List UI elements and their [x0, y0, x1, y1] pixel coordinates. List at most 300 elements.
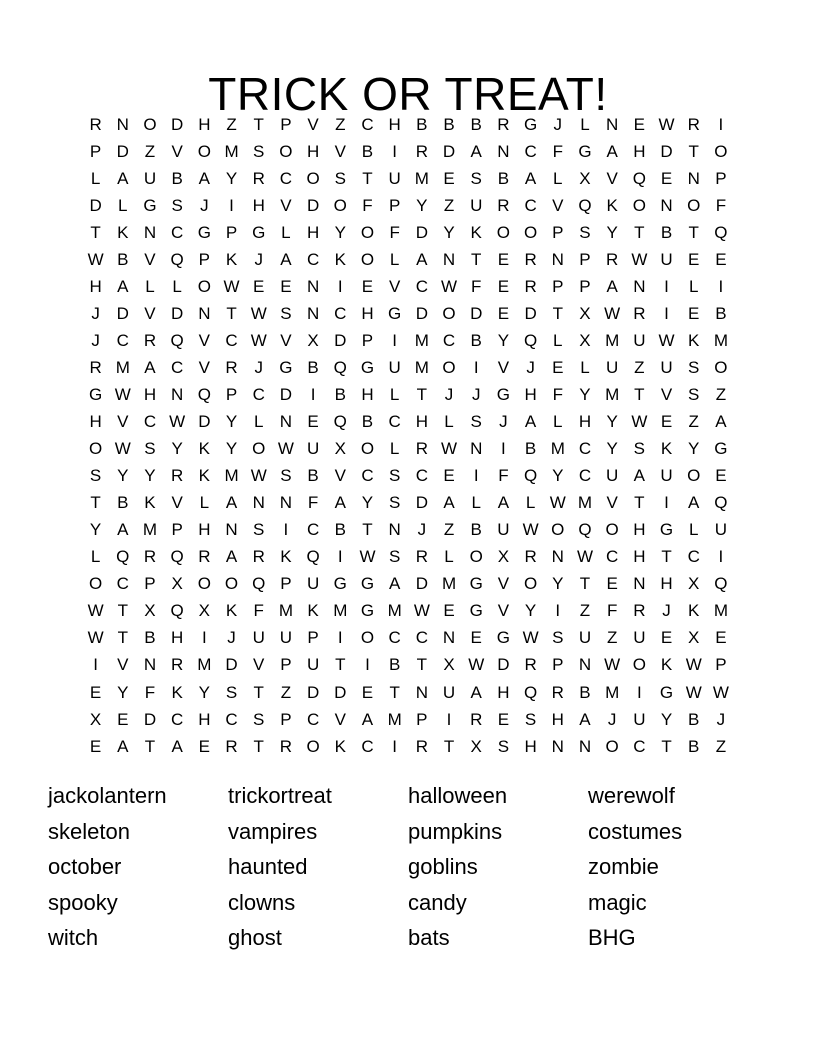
grid-cell: K	[307, 601, 319, 621]
grid-cell: Y	[606, 412, 618, 432]
grid-cell: V	[497, 601, 510, 621]
grid-cell: D	[198, 412, 211, 432]
grid-cell: X	[307, 330, 319, 350]
grid-cell: Q	[252, 574, 266, 594]
grid-cell: Y	[334, 222, 346, 242]
grid-cell: R	[606, 249, 619, 269]
grid-cell: S	[388, 493, 401, 513]
grid-cell: N	[660, 195, 673, 215]
grid-cell: D	[171, 303, 184, 323]
grid-cell: D	[279, 384, 293, 404]
grid-cell: V	[606, 168, 618, 188]
grid-cell: V	[144, 303, 156, 323]
grid-cell: B	[688, 709, 700, 729]
grid-cell: P	[552, 655, 564, 675]
grid-cell: W	[604, 303, 621, 323]
grid-cell: Q	[632, 168, 646, 188]
grid-cell: O	[360, 628, 375, 648]
grid-cell: L	[688, 276, 699, 296]
grid-cell: P	[552, 222, 564, 242]
grid-cell: K	[660, 439, 673, 459]
grid-cell: Z	[634, 357, 645, 377]
grid-cell: B	[361, 141, 374, 161]
grid-cell: I	[473, 466, 479, 486]
grid-cell: P	[171, 520, 183, 540]
word-list-item: trickortreat	[228, 783, 332, 808]
grid-row	[82, 517, 735, 544]
grid-row	[82, 219, 735, 246]
word-list-item: ghost	[228, 925, 282, 951]
grid-cell: A	[361, 709, 374, 729]
grid-cell: H	[415, 412, 428, 432]
grid-cell: E	[633, 114, 646, 134]
grid-cell: T	[416, 384, 428, 404]
grid-cell: W	[359, 547, 376, 567]
word-list-item: haunted	[228, 854, 308, 880]
grid-cell: Y	[606, 222, 618, 242]
grid-cell: Z	[606, 628, 618, 648]
grid-cell: E	[89, 736, 102, 756]
grid-cell: D	[116, 141, 129, 161]
grid-cell: W	[658, 114, 675, 134]
grid-cell: M	[605, 682, 620, 702]
grid-cell: T	[144, 736, 156, 756]
grid-cell: K	[117, 222, 129, 242]
word-list-item: halloween	[408, 783, 508, 808]
grid-cell: D	[415, 493, 428, 513]
grid-cell: Y	[225, 412, 238, 432]
grid-cell: W	[250, 466, 267, 486]
grid-cell: O	[605, 520, 619, 540]
grid-cell: D	[524, 303, 537, 323]
grid-cell: U	[388, 168, 401, 188]
grid-cell: S	[579, 222, 591, 242]
grid-cell: B	[497, 168, 510, 188]
grid-cell: V	[117, 412, 129, 432]
grid-cell: P	[198, 249, 211, 269]
grid-cell: I	[664, 303, 669, 323]
grid-cell: I	[718, 114, 724, 134]
grid-cell: S	[253, 709, 265, 729]
grid-cell: J	[716, 709, 726, 729]
grid-cell: M	[550, 439, 565, 459]
grid-cell: C	[388, 628, 401, 648]
grid-cell: P	[361, 330, 374, 350]
grid-cell: A	[470, 682, 482, 702]
letter-grid	[82, 111, 735, 760]
grid-cell: T	[579, 574, 591, 594]
grid-cell: N	[551, 249, 564, 269]
grid-cell: H	[524, 384, 537, 404]
grid-cell: U	[660, 466, 673, 486]
grid-cell: T	[634, 384, 645, 404]
grid-cell: I	[337, 276, 343, 296]
grid-cell: P	[388, 195, 401, 215]
grid-cell: W	[631, 412, 648, 432]
grid-cell: O	[714, 141, 728, 161]
grid-cell: C	[361, 466, 374, 486]
grid-cell: N	[252, 493, 265, 513]
grid-cell: K	[171, 682, 183, 702]
grid-cell: B	[524, 439, 537, 459]
grid-cell: T	[471, 249, 482, 269]
grid-cell: G	[659, 682, 674, 702]
grid-cell: E	[253, 276, 265, 296]
grid-cell: B	[715, 303, 727, 323]
grid-cell: N	[388, 520, 401, 540]
grid-cell: E	[470, 628, 482, 648]
grid-cell: N	[442, 628, 456, 648]
grid-cell: E	[117, 709, 129, 729]
grid-cell: A	[144, 357, 156, 377]
grid-cell: G	[523, 114, 538, 134]
grid-cell: C	[116, 330, 129, 350]
grid-cell: W	[441, 276, 458, 296]
word-list-item: bats	[408, 925, 450, 951]
grid-cell: I	[664, 276, 669, 296]
grid-cell: V	[280, 195, 292, 215]
grid-row	[82, 246, 735, 273]
grid-cell: T	[634, 493, 645, 513]
grid-cell: I	[636, 682, 642, 702]
grid-cell: W	[114, 384, 131, 404]
grid-cell: Q	[578, 520, 592, 540]
grid-cell: B	[307, 357, 319, 377]
grid-cell: L	[90, 547, 101, 567]
grid-cell: N	[198, 303, 211, 323]
grid-cell: K	[280, 547, 292, 567]
grid-cell: T	[117, 601, 128, 621]
grid-cell: G	[360, 574, 375, 594]
grid-cell: A	[334, 493, 346, 513]
grid-cell: Y	[443, 222, 455, 242]
grid-cell: M	[414, 357, 429, 377]
grid-cell: N	[306, 303, 320, 323]
grid-cell: L	[90, 168, 101, 188]
grid-cell: C	[306, 709, 320, 729]
grid-cell: W	[576, 547, 593, 567]
grid-cell: D	[497, 655, 510, 675]
grid-cell: A	[117, 520, 129, 540]
grid-cell: I	[473, 357, 479, 377]
grid-row	[82, 327, 735, 354]
grid-cell: T	[416, 655, 428, 675]
grid-cell: P	[579, 276, 591, 296]
grid-cell: O	[306, 736, 320, 756]
grid-cell: V	[606, 493, 618, 513]
grid-cell: E	[715, 628, 727, 648]
grid-cell: D	[89, 195, 102, 215]
grid-cell: H	[633, 141, 646, 161]
grid-cell: K	[225, 601, 238, 621]
grid-cell: M	[197, 655, 212, 675]
grid-cell: H	[306, 222, 320, 242]
grid-cell: T	[661, 736, 672, 756]
grid-row	[82, 138, 735, 165]
grid-cell: E	[89, 682, 102, 702]
grid-cell: E	[715, 249, 727, 269]
grid-row	[82, 409, 735, 436]
grid-row	[82, 679, 735, 706]
grid-cell: P	[225, 222, 238, 242]
grid-cell: V	[552, 195, 564, 215]
grid-cell: R	[524, 276, 537, 296]
grid-cell: V	[280, 330, 292, 350]
grid-cell: S	[280, 303, 292, 323]
grid-cell: C	[361, 114, 374, 134]
grid-cell: T	[389, 682, 400, 702]
grid-cell: C	[633, 736, 646, 756]
grid-cell: G	[197, 222, 211, 242]
grid-cell: V	[307, 114, 319, 134]
grid-cell: P	[715, 168, 727, 188]
grid-cell: R	[198, 547, 211, 567]
grid-cell: Z	[443, 195, 455, 215]
grid-cell: E	[715, 466, 727, 486]
grid-cell: G	[469, 601, 483, 621]
word-list	[48, 778, 768, 956]
grid-cell: N	[687, 168, 700, 188]
grid-cell: F	[498, 466, 509, 486]
grid-cell: T	[362, 520, 373, 540]
grid-cell: X	[334, 439, 346, 459]
grid-row	[82, 111, 735, 138]
grid-cell: C	[334, 303, 347, 323]
grid-cell: R	[415, 547, 428, 567]
grid-cell: E	[660, 168, 673, 188]
grid-cell: U	[143, 168, 157, 188]
grid-cell: C	[687, 547, 700, 567]
word-list-item: goblins	[408, 854, 478, 880]
grid-cell: S	[280, 466, 292, 486]
grid-cell: R	[252, 168, 265, 188]
grid-cell: A	[606, 141, 618, 161]
grid-cell: D	[470, 303, 483, 323]
grid-cell: E	[688, 303, 700, 323]
grid-cell: B	[171, 168, 183, 188]
grid-cell: M	[115, 357, 130, 377]
word-list-column	[228, 778, 408, 956]
word-list-item: werewolf	[588, 783, 675, 808]
grid-row	[82, 436, 735, 463]
grid-cell: L	[580, 114, 590, 134]
grid-cell: H	[551, 709, 564, 729]
grid-cell: D	[225, 655, 238, 675]
grid-cell: Z	[443, 520, 455, 540]
grid-row	[82, 273, 735, 300]
grid-cell: C	[415, 276, 428, 296]
grid-cell: N	[415, 682, 428, 702]
grid-cell: R	[279, 736, 293, 756]
grid-cell: F	[606, 601, 618, 621]
grid-cell: E	[497, 709, 510, 729]
grid-cell: C	[171, 357, 184, 377]
grid-cell: O	[252, 439, 266, 459]
grid-cell: X	[171, 574, 183, 594]
grid-cell: W	[87, 601, 104, 621]
grid-cell: N	[470, 439, 483, 459]
grid-cell: V	[144, 249, 156, 269]
grid-cell: M	[387, 709, 402, 729]
grid-cell: U	[633, 628, 646, 648]
grid-cell: C	[415, 466, 428, 486]
grid-cell: C	[578, 439, 592, 459]
grid-cell: L	[253, 412, 264, 432]
grid-cell: T	[552, 303, 563, 323]
grid-cell: N	[116, 114, 129, 134]
grid-cell: F	[307, 493, 319, 513]
grid-cell: F	[144, 682, 156, 702]
grid-cell: X	[443, 655, 455, 675]
grid-cell: W	[413, 601, 430, 621]
grid-cell: U	[306, 574, 320, 594]
grid-cell: Y	[117, 682, 129, 702]
grid-cell: Y	[225, 439, 238, 459]
grid-cell: Q	[714, 574, 728, 594]
grid-cell: J	[200, 195, 209, 215]
grid-cell: G	[496, 384, 511, 404]
grid-cell: S	[524, 709, 537, 729]
grid-cell: E	[497, 249, 510, 269]
grid-cell: H	[171, 628, 184, 648]
grid-cell: C	[442, 330, 456, 350]
grid-cell: H	[578, 412, 592, 432]
grid-row	[82, 733, 735, 760]
grid-cell: M	[713, 330, 728, 350]
grid-cell: B	[470, 114, 482, 134]
grid-cell: R	[225, 736, 238, 756]
grid-cell: G	[88, 384, 103, 404]
grid-cell: X	[688, 574, 700, 594]
grid-cell: R	[252, 547, 265, 567]
grid-cell: T	[90, 222, 101, 242]
grid-cell: Y	[688, 439, 700, 459]
grid-row	[82, 192, 735, 219]
grid-cell: N	[551, 547, 564, 567]
grid-cell: B	[470, 520, 482, 540]
grid-cell: R	[497, 195, 510, 215]
grid-cell: E	[443, 168, 455, 188]
grid-cell: R	[225, 357, 238, 377]
grid-cell: B	[443, 114, 455, 134]
grid-cell: K	[660, 655, 673, 675]
grid-cell: D	[415, 303, 428, 323]
grid-cell: R	[143, 330, 157, 350]
grid-cell: I	[718, 276, 724, 296]
grid-cell: A	[443, 493, 455, 513]
grid-cell: I	[446, 709, 452, 729]
grid-cell: H	[633, 547, 646, 567]
grid-cell: Q	[523, 466, 538, 486]
grid-cell: A	[497, 493, 510, 513]
grid-cell: U	[660, 357, 673, 377]
grid-cell: R	[687, 114, 700, 134]
grid-cell: T	[362, 168, 373, 188]
grid-cell: L	[688, 520, 699, 540]
grid-cell: A	[117, 736, 129, 756]
grid-cell: H	[306, 141, 320, 161]
grid-cell: E	[688, 249, 700, 269]
grid-cell: Q	[714, 493, 728, 513]
grid-cell: F	[389, 222, 400, 242]
grid-cell: S	[253, 141, 265, 161]
grid-cell: D	[143, 709, 157, 729]
grid-cell: E	[497, 303, 510, 323]
grid-cell: P	[307, 628, 319, 648]
grid-cell: B	[688, 736, 700, 756]
page-title: TRICK OR TREAT!	[208, 67, 608, 120]
grid-cell: L	[553, 330, 563, 350]
grid-cell: G	[578, 141, 592, 161]
grid-cell: R	[551, 682, 564, 702]
grid-cell: Y	[117, 466, 129, 486]
grid-cell: M	[142, 520, 158, 540]
grid-cell: R	[524, 547, 537, 567]
grid-cell: B	[334, 520, 346, 540]
grid-cell: T	[661, 547, 672, 567]
grid-cell: U	[633, 709, 646, 729]
grid-cell: M	[278, 601, 293, 621]
grid-cell: D	[442, 141, 456, 161]
grid-cell: W	[604, 655, 621, 675]
grid-cell: H	[89, 276, 102, 296]
grid-cell: E	[307, 412, 319, 432]
grid-cell: C	[415, 628, 428, 648]
grid-cell: D	[306, 682, 320, 702]
grid-cell: G	[279, 357, 293, 377]
grid-cell: Y	[660, 709, 673, 729]
grid-cell: O	[632, 195, 646, 215]
grid-cell: J	[499, 412, 508, 432]
grid-cell: S	[144, 439, 156, 459]
grid-cell: V	[171, 141, 183, 161]
grid-cell: E	[606, 574, 618, 594]
grid-cell: U	[578, 628, 592, 648]
grid-cell: Y	[144, 466, 156, 486]
grid-cell: G	[714, 439, 728, 459]
grid-cell: T	[117, 628, 128, 648]
grid-cell: O	[197, 276, 211, 296]
grid-cell: O	[197, 574, 211, 594]
grid-cell: M	[605, 330, 620, 350]
grid-cell: D	[415, 574, 428, 594]
grid-cell: V	[388, 276, 401, 296]
word-list-item: magic	[588, 889, 647, 915]
grid-cell: N	[225, 520, 238, 540]
word-list-item: spooky	[48, 889, 118, 915]
grid-cell: A	[524, 412, 537, 432]
grid-cell: A	[524, 168, 537, 188]
grid-cell: F	[552, 384, 563, 404]
grid-cell: A	[117, 276, 129, 296]
grid-cell: Q	[578, 195, 592, 215]
grid-cell: V	[171, 493, 183, 513]
grid-cell: A	[579, 709, 591, 729]
grid-cell: J	[91, 330, 100, 350]
grid-cell: M	[414, 168, 429, 188]
grid-row	[82, 652, 735, 679]
grid-cell: Q	[170, 330, 184, 350]
grid-cell: V	[117, 655, 129, 675]
grid-cell: U	[606, 357, 619, 377]
grid-cell: T	[688, 141, 699, 161]
grid-cell: Y	[579, 384, 591, 404]
grid-cell: D	[171, 114, 184, 134]
grid-cell: C	[306, 249, 320, 269]
word-list-column	[588, 778, 768, 956]
grid-cell: D	[334, 330, 347, 350]
grid-cell: W	[631, 249, 648, 269]
